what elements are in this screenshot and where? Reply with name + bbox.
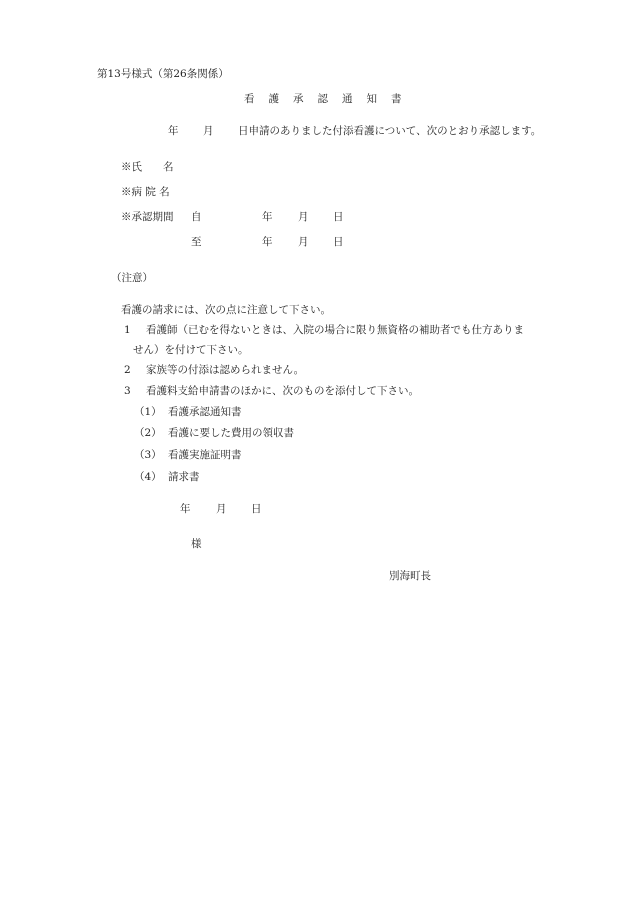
signer-mayor: 別海町長 (389, 570, 431, 582)
note-3-text: 看護料支給申請書のほかに、次のものを添付して下さい。 (146, 385, 419, 397)
attachment-2-number: （2） (134, 427, 162, 439)
period-from-month: 月 (298, 211, 309, 223)
addressee-sama: 様 (191, 538, 202, 550)
note-2-number: 2 (124, 364, 131, 376)
note-1-text: 看護師（已むを得ないときは、入院の場合に限り無資格の補助者でも仕方ありま (146, 324, 524, 336)
notes-heading: （注意） (111, 272, 153, 284)
attachment-4-number: （4） (134, 471, 162, 483)
intro-year: 年 (168, 125, 179, 137)
note-2-text: 家族等の付添は認められません。 (146, 364, 305, 376)
attachment-2-text: 看護に要した費用の領収書 (168, 427, 294, 439)
notes-lead: 看護の請求には、次の点に注意して下さい。 (121, 304, 331, 316)
intro-month: 月 (203, 125, 214, 137)
attachment-3-text: 看護実施証明書 (168, 449, 242, 461)
attachment-1-number: （1） (134, 406, 162, 418)
period-from-day: 日 (333, 211, 344, 223)
note-1-text-cont: せん）を付けて下さい。 (133, 344, 249, 356)
period-from-year: 年 (262, 211, 273, 223)
footer-year: 年 (180, 503, 191, 515)
attachment-3-number: （3） (134, 449, 162, 461)
period-label: ※承認期間 (121, 211, 174, 223)
period-from: 自 (191, 211, 202, 223)
period-to-month: 月 (298, 236, 309, 248)
name-label: ※氏 名 (121, 161, 174, 173)
period-to-year: 年 (262, 236, 273, 248)
intro-text: 日申請のありました付添看護について、次のとおり承認します。 (238, 125, 542, 137)
attachment-1-text: 看護承認通知書 (168, 406, 242, 418)
footer-day: 日 (251, 503, 262, 515)
note-1-number: 1 (124, 324, 131, 336)
hospital-label: ※病 院 名 (121, 186, 170, 198)
footer-month: 月 (216, 503, 227, 515)
note-3-number: 3 (124, 385, 131, 397)
period-to: 至 (191, 236, 202, 248)
period-to-day: 日 (333, 236, 344, 248)
attachment-4-text: 請求書 (168, 471, 200, 483)
document-title: 看護承認通知書 (244, 93, 416, 105)
form-header: 第13号様式（第26条関係） (97, 68, 229, 80)
